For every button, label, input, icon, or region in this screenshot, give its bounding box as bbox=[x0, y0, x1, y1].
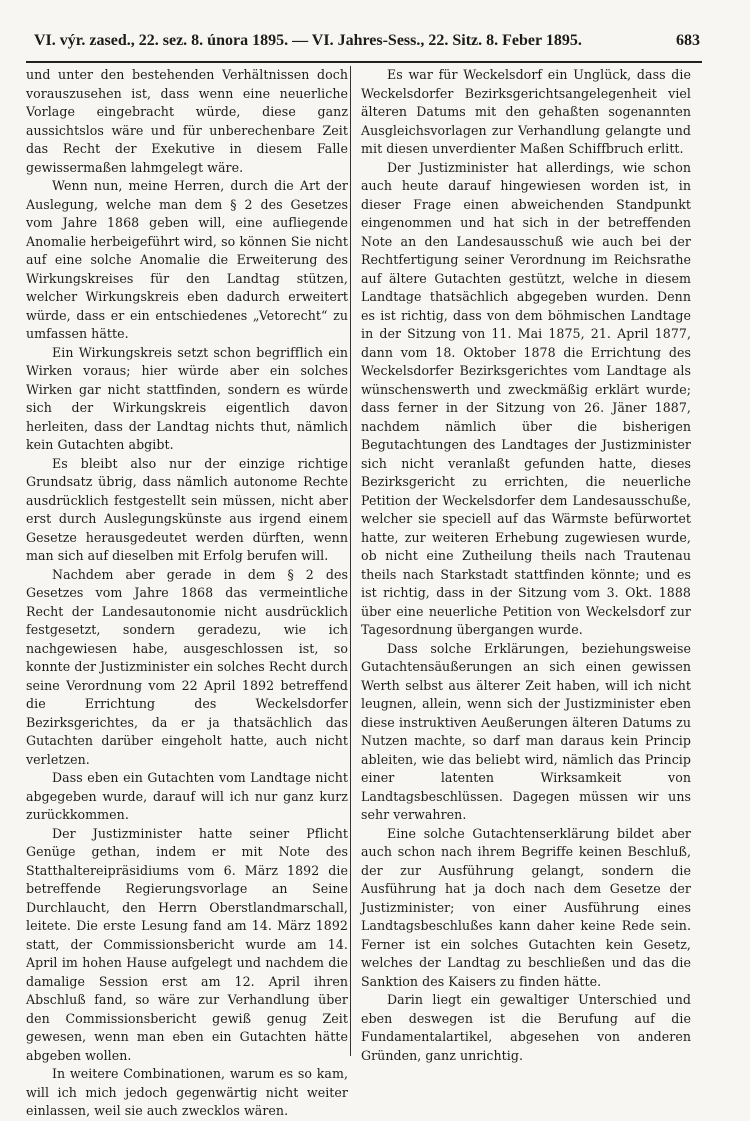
paragraph: Wenn nun, meine Herren, durch die Art der Auslegung, welche man dem § 2 des Gesetzes vom Jahre 1868 geben will, eine aufliegende Anomalie herbeigeführt wird, so können Sie nicht auf eine solche Anomalie die Erweiterung des Wirkungskreises für den Landtag stützen, welcher Wirkungskreis eben dadurch erweitert würde, dass er ein entschiedenes „Vetorecht“ zu umfassen hätte. bbox=[26, 178, 348, 341]
paragraph: Es bleibt also nur der einzige richtige Grundsatz übrig, dass nämlich autonome Rechte ausdrücklich festgestellt sein müssen, nicht aber erst durch Auslegungskünste aus irgend einem Gesetze herausgedeutet werden dürften, wenn man sich auf dieselben mit Erfolg berufen will. bbox=[26, 455, 348, 563]
running-title: VI. výr. zased., 22. sez. 8. února 1895. — VI. Jahres-Sess., 22. Sitz. 8. Feber 1895. bbox=[34, 32, 582, 49]
page-number: 683 bbox=[676, 32, 700, 49]
left-column bbox=[26, 66, 348, 1121]
paragraph: In weitere Combinationen, warum es so kam, will ich mich jedoch gegenwärtig nicht weiter einlassen, weil sie auch zwecklos wären. bbox=[26, 1066, 348, 1118]
paragraph: Der Justizminister hatte seiner Pflicht Genüge gethan, indem er mit Note des Statthaltereipräsidiums vom 6. März 1892 die betreffende Regierungsvorlage an Seine Durchlaucht, den Herrn Oberstlandmarschall, leitete. Die erste Lesung fand am 14. März 1892 statt, der Commissionsbericht wurde am 14. April im hohen Hause aufgelegt und nachdem die damalige Session erst am 12. April ihren Abschluß fand, so wäre zur Verhandlung über den Commissionsbericht gewiß genug Zeit gewesen, wenn man eben ein Gutachten hätte abgeben wollen. bbox=[26, 825, 348, 1063]
paragraph: Dass solche Erklärungen, beziehungsweise Gutachtensäußerungen an sich einen gewissen Werth selbst aus älterer Zeit haben, will ich nicht leugnen, allein, wenn sich der Justizminister eben diese instruktiven Aeußerungen älteren Datums zu Nutzen machte, so darf man daraus kein Princip ableiten, wie das beliebt wird, nämlich das Princip einer latenten Wirksamkeit von Landtagsbeschlüssen. Dagegen müssen wir uns sehr verwahren. bbox=[361, 640, 691, 822]
paragraph: Nachdem aber gerade in dem § 2 des Gesetzes vom Jahre 1868 das vermeintliche Recht der Landesautonomie nicht ausdrücklich festgesetzt, sondern geradezu, wie ich nachgewiesen habe, ausgeschlossen ist, so konnte der Justizminister ein solches Recht durch seine Verordnung vom 22 April 1892 betreffend die Errichtung des Weckelsdorfer Bezirksgerichtes, da er ja thatsächlich das Gutachten darüber eingeholt hatte, auch nicht verletzen. bbox=[26, 566, 348, 767]
paragraph: und unter den bestehenden Verhältnissen doch vorauszusehen ist, dass wenn eine neuerliche Vorlage eingebracht würde, diese ganz aussichtslos wäre und für unberechenbare Zeit das Recht der Exekutive in diesem Falle gewissermaßen lahmgelegt wäre. bbox=[26, 67, 348, 175]
paragraph: Der Justizminister hat allerdings, wie schon auch heute darauf hingewiesen worden ist, in dieser Frage einen abweichenden Standpunkt eingenommen und hat sich in der betreffenden Note an den Landesausschuß wie auch bei der Rechtfertigung seiner Verordnung im Reichsrathe auf ältere Gutachten gestützt, welche in diesem Landtage thatsächlich abgegeben wurden. Denn es ist richtig, dass von dem böhmischen Landtage in der Sitzung von 11. Mai 1875, 21. April 1877, dann vom 18. Oktober 1878 die Errichtung des Weckelsdorfer Bezirksgerichtes vom Landtage als wünschenswerth und zweckmäßig erklärt wurde; dass ferner in der Sitzung von 26. Jäner 1887, nachdem nämlich über die bisherigen Begutachtungen des Landtages der Justizminister sich nicht veranlaßt gefunden hatte, dieses Bezirksgericht zu errichten, die neuerliche Petition der Weckelsdorfer dem Landesausschuße, welcher sie speciell auf das Wärmste befürwortet hatte, zur weiteren Erhebung zugewiesen wurde, ob nicht eine Zutheilung theils nach Trautenau theils nach Starkstadt stattfinden könnte; und es ist richtig, dass in der Sitzung vom 3. Okt. 1888 über eine neuerliche Petition von Weckelsdorf zur Tagesordnung übergangen wurde. bbox=[361, 159, 691, 637]
column-divider bbox=[350, 66, 351, 1056]
paragraph: Eine solche Gutachtenserklärung bildet aber auch schon nach ihrem Begriffe keinen Beschluß, der zur Ausführung gelangt, sondern die Ausführung hat ja doch nach dem Gesetze der Justizminister; von einer Ausführung eines Landtagsbeschlußes kann daher keine Rede sein. Ferner ist ein solches Gutachten kein Gesetz, welches der Landtag zu beschließen und das die Sanktion des Kaisers zu finden hätte. bbox=[361, 825, 691, 989]
paragraph: Dass eben ein Gutachten vom Landtage nicht abgegeben wurde, darauf will ich nur ganz kurz zurückkommen. bbox=[26, 770, 348, 822]
paragraph: Es war für Weckelsdorf ein Unglück, dass die Weckelsdorfer Bezirksgerichtsangelegenheit viel älteren Datums mit den gehaßten sogenannten Ausgleichsvorlagen zur Verhandlung gelangte und mit diesen unverdienter Maßen Schiffbruch erlitt. bbox=[361, 67, 691, 156]
right-column bbox=[361, 66, 691, 1065]
running-header bbox=[34, 32, 700, 56]
header-rule bbox=[26, 61, 702, 63]
paragraph: Ein Wirkungskreis setzt schon begrifflich ein Wirken voraus; hier würde aber ein solches Wirken gar nicht stattfinden, sondern es würde sich der Wirkungskreis eigentlich davon herleiten, dass der Landtag nichts thut, nämlich kein Gutachten abgibt. bbox=[26, 344, 348, 452]
paragraph: Darin liegt ein gewaltiger Unterschied und eben deswegen ist die Berufung auf die Fundamentalartikel, abgesehen von anderen Gründen, ganz unrichtig. bbox=[361, 992, 691, 1063]
